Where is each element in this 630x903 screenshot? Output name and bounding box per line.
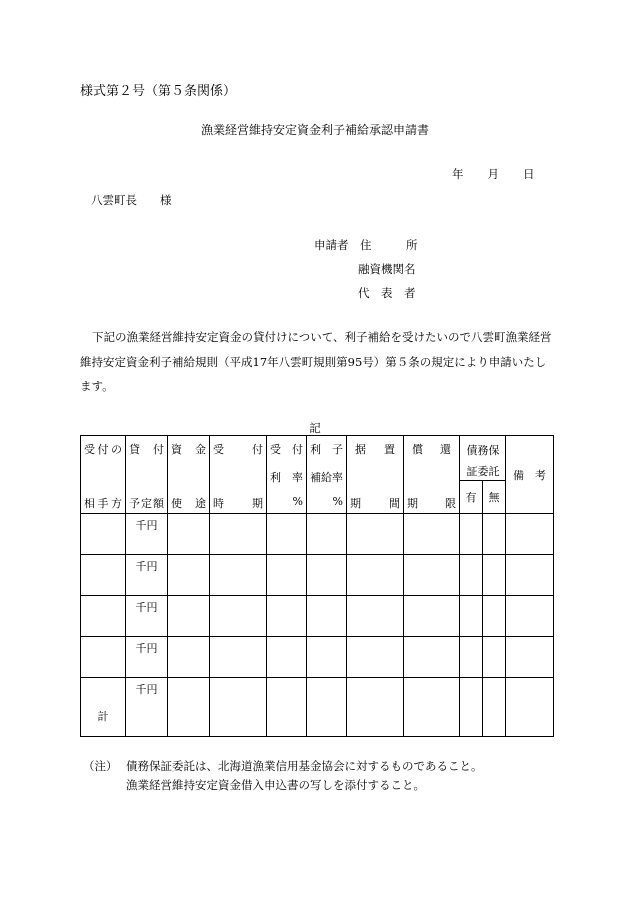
applicant-address-line: [314, 237, 418, 253]
header-recipient: 受付の 相手方: [81, 436, 126, 514]
day-label: 日: [523, 167, 535, 181]
note-label: （注）: [83, 759, 118, 773]
form-number: 様式第２号（第５条関係）: [80, 84, 237, 99]
header-subsidy-rate: 利 子 補給率 %: [307, 436, 347, 514]
table-cell[interactable]: [81, 554, 126, 595]
table-row: [81, 514, 554, 555]
month-label: 月: [487, 167, 499, 181]
representative-label: 代 表 者: [358, 286, 416, 300]
header-interest-rate: 受 付 利 率 %: [267, 436, 307, 514]
header-guarantee: 債務保証委託: [460, 436, 506, 481]
unit-cell[interactable]: 千円: [126, 677, 168, 736]
header-fund-use: 資 金 使 途: [168, 436, 210, 514]
unit-cell[interactable]: 千円: [126, 514, 168, 555]
header-grace-period: 据 置 期 間: [347, 436, 404, 514]
note-line: 漁業経営維持安定資金借入申込書の写しを添付すること。: [126, 778, 425, 792]
address-label: 住 所: [360, 238, 418, 252]
total-label: 計: [81, 677, 126, 736]
ki-heading: 記: [309, 421, 321, 435]
application-table: [80, 435, 554, 737]
note-line: 債務保証委託は、北海道漁業信用基金協会に対するものであること。: [126, 759, 483, 773]
table-row: [81, 636, 554, 677]
header-row: [81, 436, 554, 481]
table-row: [81, 554, 554, 595]
table-cell[interactable]: [81, 636, 126, 677]
body-paragraph: 下記の漁業経営維持安定資金の貸付けについて、利子補給を受けたいので八雲町漁業経営維持安定資金利子補給規則（平成17年八雲町規則第95号）第５条の規定により申請いたします。: [80, 330, 552, 393]
header-guarantee-no: 無: [483, 481, 506, 514]
unit-cell[interactable]: 千円: [126, 636, 168, 677]
document-title: 漁業経営維持安定資金利子補給承認申請書: [200, 123, 429, 137]
addressee: 八雲町長 様: [91, 193, 172, 207]
header-guarantee-yes: 有: [460, 481, 483, 514]
table-cell[interactable]: [81, 514, 126, 555]
table-row: [81, 595, 554, 636]
unit-cell[interactable]: 千円: [126, 595, 168, 636]
unit-cell[interactable]: 千円: [126, 554, 168, 595]
institution-label: 融資機関名: [358, 262, 416, 276]
header-receipt-time: 受 付 時 期: [210, 436, 267, 514]
header-remarks: 備 考: [506, 436, 554, 514]
header-repayment-deadline: 償 還 期 限: [404, 436, 460, 514]
table-cell[interactable]: [81, 595, 126, 636]
total-row: [81, 677, 554, 736]
applicant-label: 申請者: [314, 238, 349, 252]
date-line: [452, 166, 535, 182]
year-label: 年: [452, 167, 464, 181]
header-loan-amount: 貸 付 予定額: [126, 436, 168, 514]
